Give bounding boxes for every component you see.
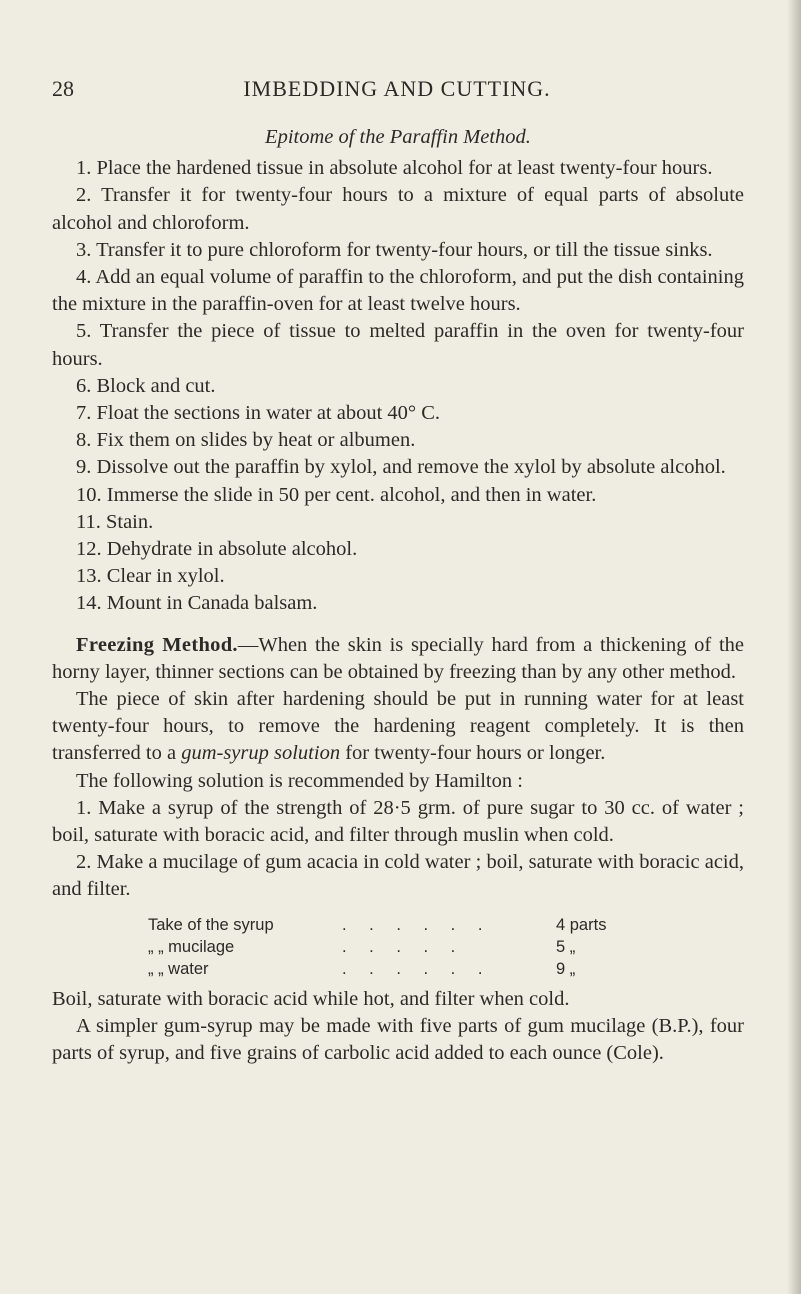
section-gap <box>52 618 744 632</box>
recipe-leader-dots: . . . . . <box>342 937 465 956</box>
freezing-p2-text-b: for twenty-four hours or longer. <box>340 742 606 765</box>
paraffin-step-13: 13. Clear in xylol. <box>76 565 225 588</box>
paraffin-step-11: 11. Stain. <box>76 510 154 533</box>
paraffin-step-7: 7. Float the sections in water at about 40° C. <box>76 402 441 425</box>
hamilton-step-2: 2. Make a mucilage of gum acacia in cold water ; boil, saturate with boracic acid, and filter. <box>52 851 744 901</box>
freezing-paragraph-2 <box>52 686 744 768</box>
recipe-ingredient: Take of the syrup <box>148 915 274 934</box>
section-title: Epitome of the Paraffin Method. <box>265 126 531 148</box>
paraffin-step-2: 2. Transfer it for twenty-four hours to a mixture of equal parts of absolute alcohol and chloroform. <box>52 184 744 234</box>
running-title: IMBEDDING AND CUTTING. <box>243 76 551 101</box>
page-edge-shadow <box>787 0 801 1294</box>
paraffin-step-10: 10. Immerse the slide in 50 per cent. alcohol, and then in water. <box>76 483 597 506</box>
recipe-row <box>52 936 744 958</box>
freezing-paragraph-3: The following solution is recommended by Hamilton : <box>76 769 523 792</box>
recipe-leader-dots: . . . . . . <box>342 915 492 934</box>
recipe-table <box>52 914 744 980</box>
paraffin-step-5: 5. Transfer the piece of tissue to melted paraffin in the oven for twenty-four hours. <box>52 320 744 370</box>
freezing-paragraph-4: Boil, saturate with boracic acid while hot, and filter when cold. <box>52 987 570 1010</box>
page-body <box>52 124 744 1067</box>
recipe-row <box>52 914 744 936</box>
page-number: 28 <box>52 76 74 101</box>
paraffin-step-14: 14. Mount in Canada balsam. <box>76 592 318 615</box>
gum-syrup-term: gum-syrup solution <box>181 742 341 765</box>
paraffin-step-1: 1. Place the hardened tissue in absolute alcohol for at least twenty-four hours. <box>76 157 713 180</box>
hamilton-step-1: 1. Make a syrup of the strength of 28·5 grm. of pure sugar to 30 cc. of water ; boil, saturate with boracic acid, and filter through muslin when cold. <box>52 796 744 847</box>
paraffin-step-4: 4. Add an equal volume of paraffin to the chloroform, and put the dish containing the mixture in the paraffin-oven for at least twelve hours. <box>52 266 744 316</box>
page-header <box>52 76 742 110</box>
recipe-quantity: 5 „ <box>556 937 576 956</box>
recipe-row <box>52 958 744 980</box>
freezing-paragraph-1 <box>52 632 744 686</box>
freezing-paragraph-5: A simpler gum-syrup may be made with five parts of gum mucilage (B.P.), four parts of syrup, and five grains of carbolic acid added to each ounce (Cole). <box>52 1014 744 1065</box>
paraffin-step-12: 12. Dehydrate in absolute alcohol. <box>76 538 358 561</box>
recipe-quantity: 4 parts <box>556 915 607 934</box>
recipe-ingredient: „ „ mucilage <box>148 937 235 956</box>
freezing-p2-text-a: The piece of skin after hardening should be put in running water for at least twenty-four hours, to remove the hardening reagent completely. It is then transferred to a <box>52 688 744 765</box>
paraffin-step-6: 6. Block and cut. <box>76 374 216 397</box>
paraffin-steps <box>52 155 744 617</box>
paraffin-step-8: 8. Fix them on slides by heat or albumen. <box>76 429 416 452</box>
recipe-ingredient: „ „ water <box>148 959 209 978</box>
paraffin-step-9: 9. Dissolve out the paraffin by xylol, and remove the xylol by absolute alcohol. <box>76 456 726 479</box>
freezing-p1-text: —When the skin is specially hard from a thickening of the horny layer, thinner sections can be obtained by freezing than by any other method. <box>52 633 744 683</box>
recipe-quantity: 9 „ <box>556 959 576 978</box>
freezing-heading: Freezing Method. <box>76 633 238 656</box>
recipe-leader-dots: . . . . . . <box>342 959 492 978</box>
paraffin-step-3: 3. Transfer it to pure chloroform for twenty-four hours, or till the tissue sinks. <box>76 238 713 261</box>
